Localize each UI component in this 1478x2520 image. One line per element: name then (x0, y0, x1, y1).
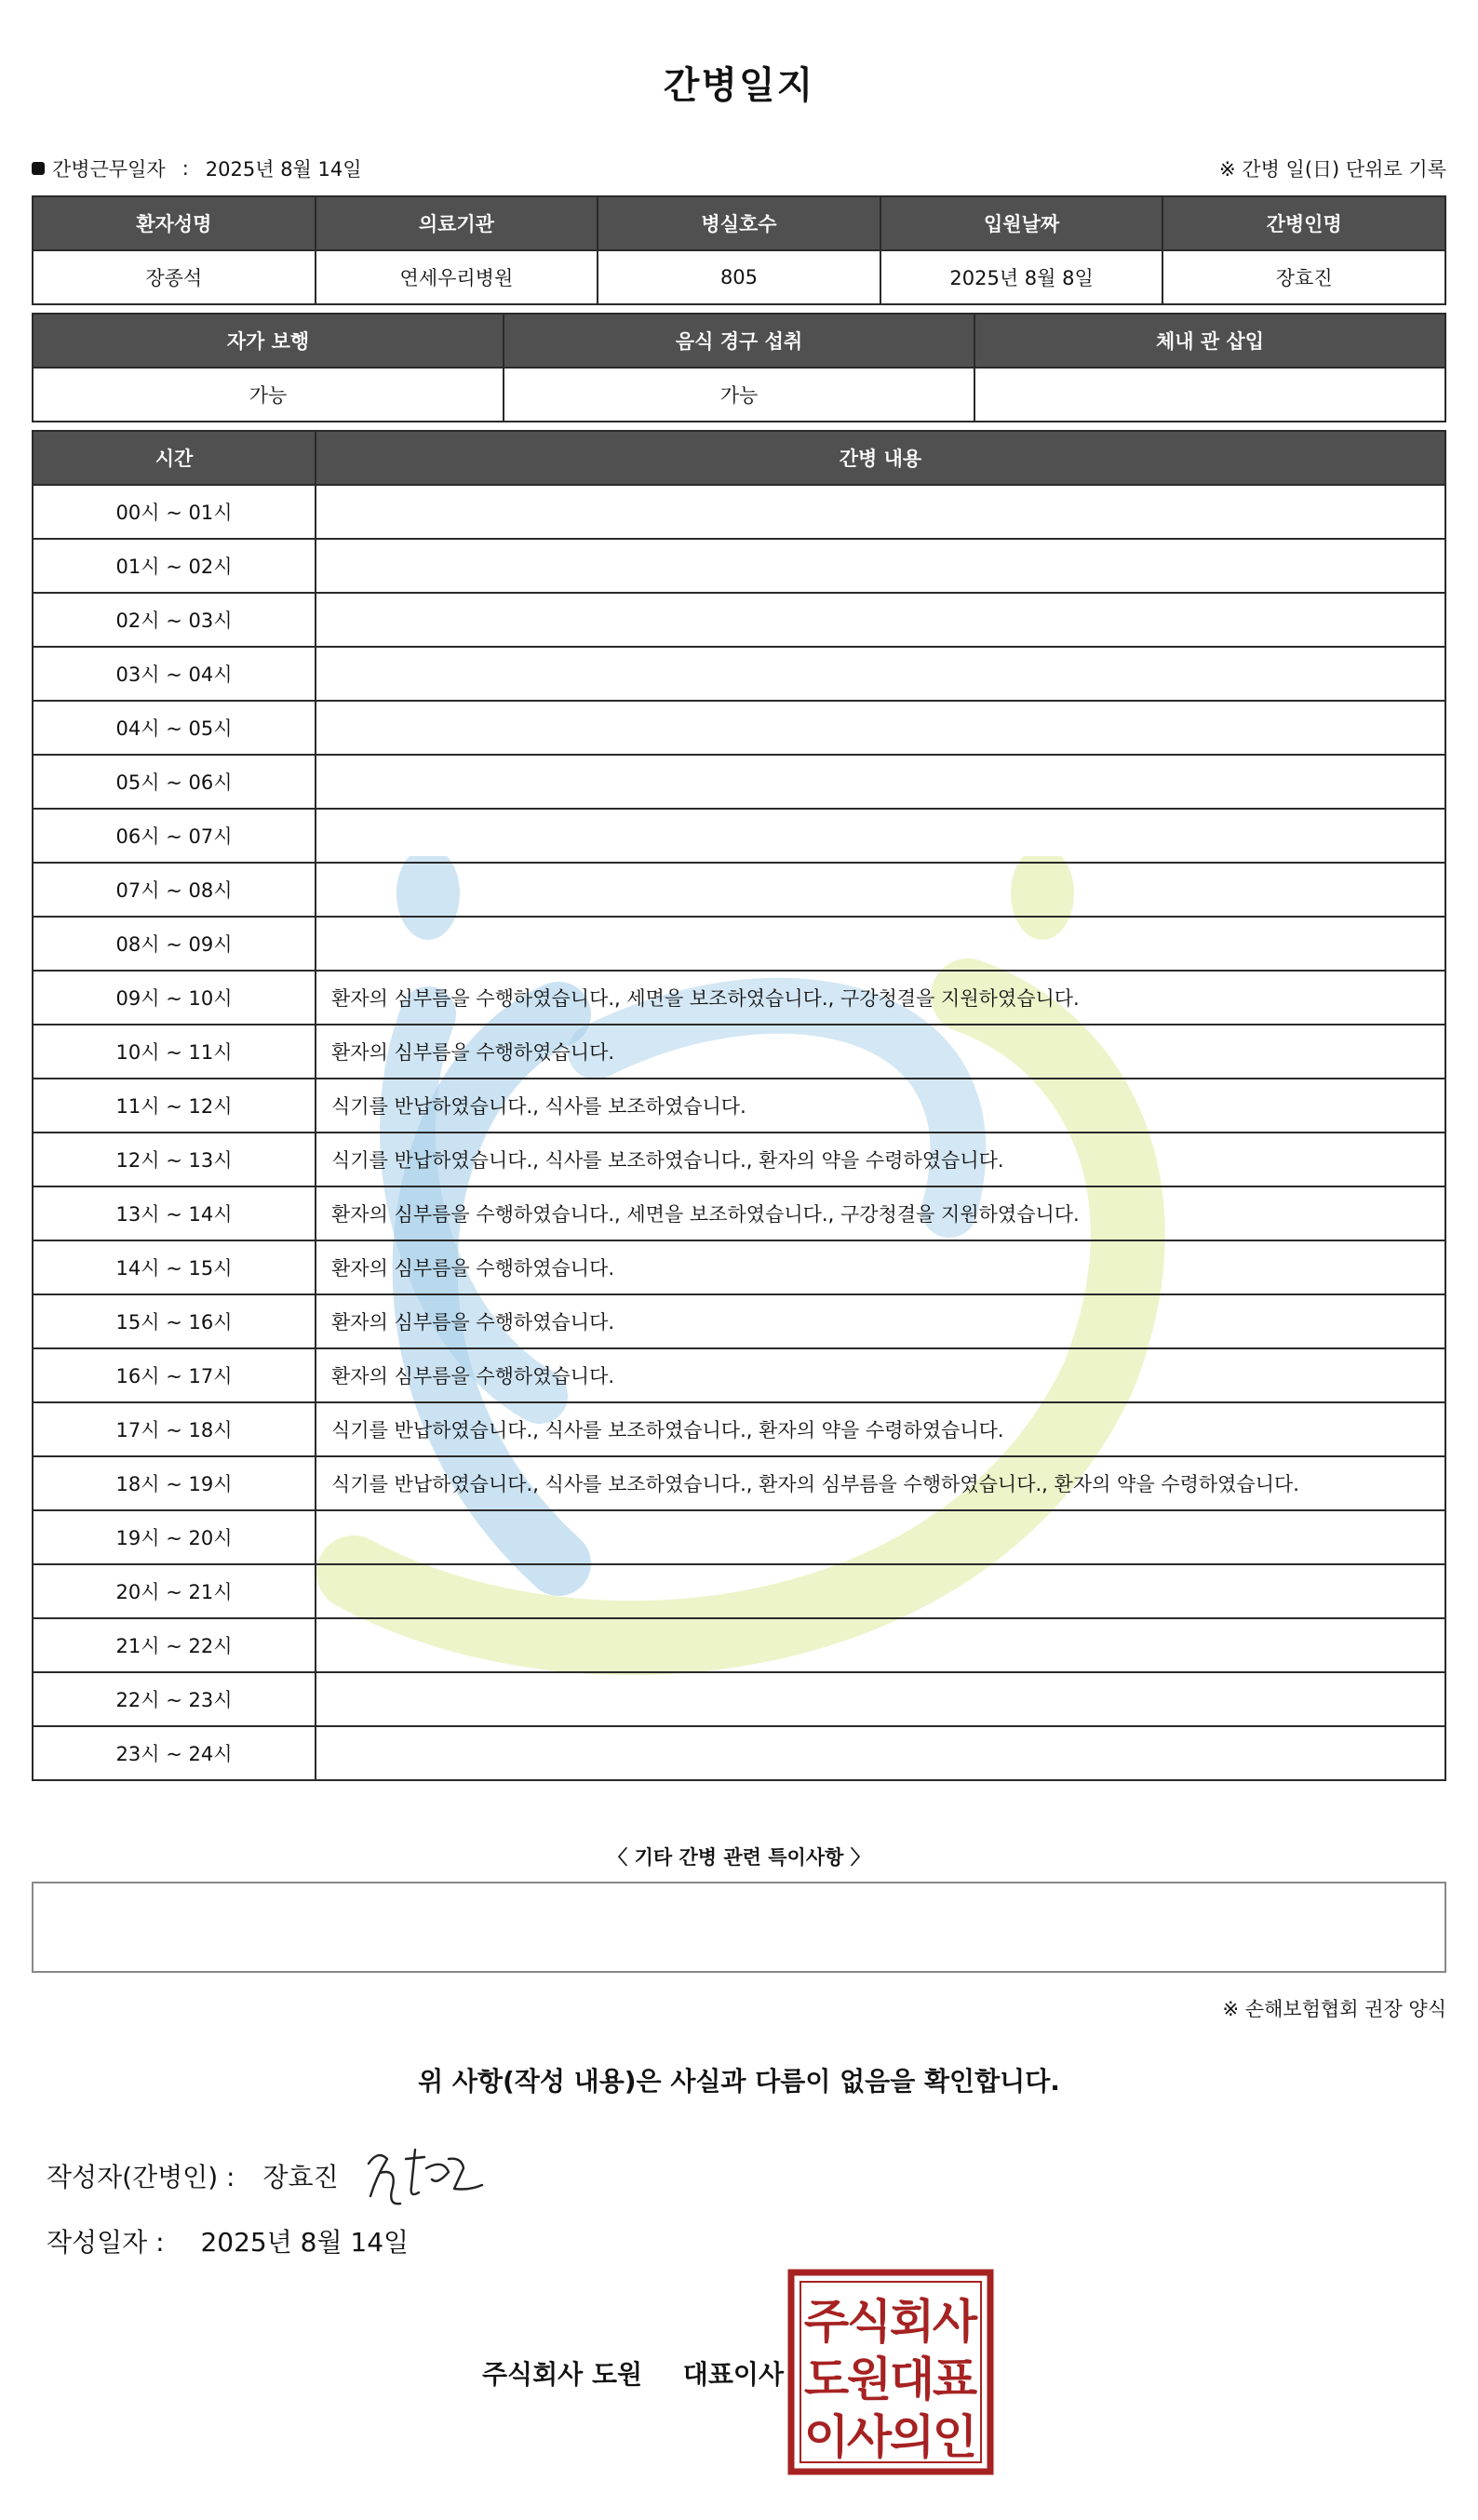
company-name: 주식회사 도원 (482, 2359, 643, 2390)
log-time-cell: 23시 ~ 24시 (33, 1726, 316, 1780)
work-date-row (32, 154, 362, 182)
table-row (33, 917, 1445, 971)
log-content-cell (316, 1510, 1445, 1564)
table-row (33, 863, 1445, 917)
log-content-cell: 환자의 심부름을 수행하였습니다., 세면을 보조하였습니다., 구강청결을 지원하였습니다. (316, 971, 1445, 1025)
header-room: 병실호수 (598, 196, 880, 250)
writer-label: 작성자(간병인) : (47, 2162, 235, 2192)
log-time-cell: 22시 ~ 23시 (33, 1672, 316, 1726)
table-row (33, 755, 1445, 809)
header-hospital: 의료기관 (316, 196, 598, 250)
log-content-cell: 식기를 반납하였습니다., 식사를 보조하였습니다., 환자의 약을 수령하였습니다. (316, 1402, 1445, 1456)
page-title: 간병일지 (663, 64, 815, 107)
writer-row (47, 2157, 339, 2194)
log-content-cell: 식기를 반납하였습니다., 식사를 보조하였습니다. (316, 1079, 1445, 1133)
header-oral-intake: 음식 경구 섭취 (504, 314, 974, 368)
caregiver-value: 장효진 (1162, 250, 1445, 304)
log-time-cell: 10시 ~ 11시 (33, 1025, 316, 1079)
log-content-cell (316, 647, 1445, 701)
room-value: 805 (598, 250, 880, 304)
log-content-cell (316, 863, 1445, 917)
ability-header-row (33, 314, 1445, 368)
bullet-square-icon (32, 162, 45, 175)
work-date-label: 간병근무일자 (52, 158, 166, 181)
log-time-cell: 01시 ~ 02시 (33, 539, 316, 593)
log-time-cell: 05시 ~ 06시 (33, 755, 316, 809)
table-row (33, 1294, 1445, 1348)
log-time-cell: 08시 ~ 09시 (33, 917, 316, 971)
writer-name: 장효진 (262, 2162, 339, 2192)
header-caregiver: 간병인명 (1162, 196, 1445, 250)
company-title: 대표이사 (682, 2359, 784, 2390)
header-self-walking: 자가 보행 (33, 314, 504, 368)
table-row (33, 1133, 1445, 1186)
log-time-cell: 13시 ~ 14시 (33, 1186, 316, 1240)
seal-character: 회 (889, 2295, 935, 2349)
oral-intake-value: 가능 (504, 368, 974, 422)
table-row (33, 701, 1445, 755)
care-log-body (33, 485, 1445, 1780)
signature (359, 2131, 490, 2215)
log-time-cell: 14시 ~ 15시 (33, 1240, 316, 1294)
hospital-value: 연세우리병원 (316, 250, 598, 304)
log-content-cell: 환자의 심부름을 수행하였습니다. (316, 1348, 1445, 1402)
log-content-cell (316, 755, 1445, 809)
seal-character: 도 (803, 2352, 850, 2406)
log-content-cell (316, 1726, 1445, 1780)
seal-character: 원 (846, 2352, 893, 2406)
log-content-cell (316, 485, 1445, 539)
header-admission-date: 입원날짜 (880, 196, 1163, 250)
header-patient-name: 환자성명 (33, 196, 316, 250)
seal-character: 식 (846, 2295, 893, 2349)
table-row (33, 1402, 1445, 1456)
seal-character: 표 (932, 2352, 978, 2406)
table-row (33, 647, 1445, 701)
written-date-row (47, 2222, 409, 2259)
admission-date-value: 2025년 8월 8일 (880, 250, 1163, 304)
log-time-cell: 16시 ~ 17시 (33, 1348, 316, 1402)
unit-note: ※ 간병 일(日) 단위로 기록 (1219, 158, 1446, 181)
log-time-cell: 17시 ~ 18시 (33, 1402, 316, 1456)
table-row (33, 593, 1445, 647)
seal-character: 주 (803, 2295, 850, 2349)
tube-insertion-value (974, 368, 1445, 422)
table-row (33, 1726, 1445, 1780)
company-seal-stamp (787, 2269, 994, 2475)
log-time-cell: 11시 ~ 12시 (33, 1079, 316, 1133)
log-content-cell: 환자의 심부름을 수행하였습니다., 세면을 보조하였습니다., 구강청결을 지원하였습니다. (316, 1186, 1445, 1240)
log-time-cell: 04시 ~ 05시 (33, 701, 316, 755)
log-time-cell: 02시 ~ 03시 (33, 593, 316, 647)
patient-name-value: 장종석 (33, 250, 316, 304)
work-date-value: 2025년 8월 14일 (205, 158, 362, 181)
log-content-cell (316, 593, 1445, 647)
log-time-cell: 19시 ~ 20시 (33, 1510, 316, 1564)
seal-character: 대 (889, 2352, 935, 2406)
table-row (33, 809, 1445, 863)
log-time-cell: 21시 ~ 22시 (33, 1618, 316, 1672)
seal-character: 사 (932, 2295, 978, 2349)
table-row (33, 539, 1445, 593)
log-time-cell: 12시 ~ 13시 (33, 1133, 316, 1186)
self-walking-value: 가능 (33, 368, 504, 422)
log-time-cell: 15시 ~ 16시 (33, 1294, 316, 1348)
table-row (33, 1079, 1445, 1133)
seal-character: 의 (889, 2410, 935, 2464)
table-row (33, 1348, 1445, 1402)
patient-info-value-row (33, 250, 1445, 304)
form-note: ※ 손해보험협회 권장 양식 (1222, 1998, 1446, 2020)
confirmation-statement: 위 사항(작성 내용)은 사실과 다름이 없음을 확인합니다. (418, 2066, 1060, 2097)
patient-info-table (32, 195, 1446, 305)
table-row (33, 1025, 1445, 1079)
log-content-cell: 환자의 심부름을 수행하였습니다. (316, 1025, 1445, 1079)
log-content-cell: 환자의 심부름을 수행하였습니다. (316, 1294, 1445, 1348)
table-row (33, 485, 1445, 539)
table-row (33, 1564, 1445, 1618)
table-row (33, 1510, 1445, 1564)
log-content-cell: 식기를 반납하였습니다., 식사를 보조하였습니다., 환자의 심부름을 수행하였습니다., 환자의 약을 수령하였습니다. (316, 1456, 1445, 1510)
log-content-cell (316, 1618, 1445, 1672)
header-care-content: 간병 내용 (316, 431, 1445, 485)
log-content-cell (316, 701, 1445, 755)
table-row (33, 1618, 1445, 1672)
table-row (33, 1456, 1445, 1510)
patient-info-header-row (33, 196, 1445, 250)
log-time-cell: 09시 ~ 10시 (33, 971, 316, 1025)
ability-table (32, 313, 1446, 422)
log-content-cell: 환자의 심부름을 수행하였습니다. (316, 1240, 1445, 1294)
log-content-cell (316, 1672, 1445, 1726)
seal-character: 인 (932, 2410, 978, 2464)
log-time-cell: 03시 ~ 04시 (33, 647, 316, 701)
special-notes-label: 〈 기타 간병 관련 특이사항 〉 (608, 1846, 870, 1869)
written-date-label: 작성일자 : (47, 2227, 165, 2258)
special-notes-box (32, 1882, 1446, 1973)
log-time-cell: 00시 ~ 01시 (33, 485, 316, 539)
written-date-value: 2025년 8월 14일 (200, 2227, 410, 2258)
table-row (33, 1672, 1445, 1726)
work-date-sep: : (181, 157, 189, 180)
table-row (33, 971, 1445, 1025)
table-row (33, 1240, 1445, 1294)
log-content-cell: 식기를 반납하였습니다., 식사를 보조하였습니다., 환자의 약을 수령하였습니다. (316, 1133, 1445, 1186)
ability-value-row (33, 368, 1445, 422)
care-log-table (32, 430, 1446, 1781)
header-time: 시간 (33, 431, 316, 485)
table-row (33, 1186, 1445, 1240)
log-time-cell: 07시 ~ 08시 (33, 863, 316, 917)
log-content-cell (316, 539, 1445, 593)
log-content-cell (316, 1564, 1445, 1618)
log-content-cell (316, 917, 1445, 971)
log-time-cell: 18시 ~ 19시 (33, 1456, 316, 1510)
seal-character: 사 (846, 2410, 893, 2464)
company-row (482, 2354, 784, 2392)
care-log-header-row (33, 431, 1445, 485)
header-tube-insertion: 체내 관 삽입 (974, 314, 1445, 368)
log-time-cell: 20시 ~ 21시 (33, 1564, 316, 1618)
seal-character: 이 (803, 2410, 850, 2464)
log-time-cell: 06시 ~ 07시 (33, 809, 316, 863)
log-content-cell (316, 809, 1445, 863)
